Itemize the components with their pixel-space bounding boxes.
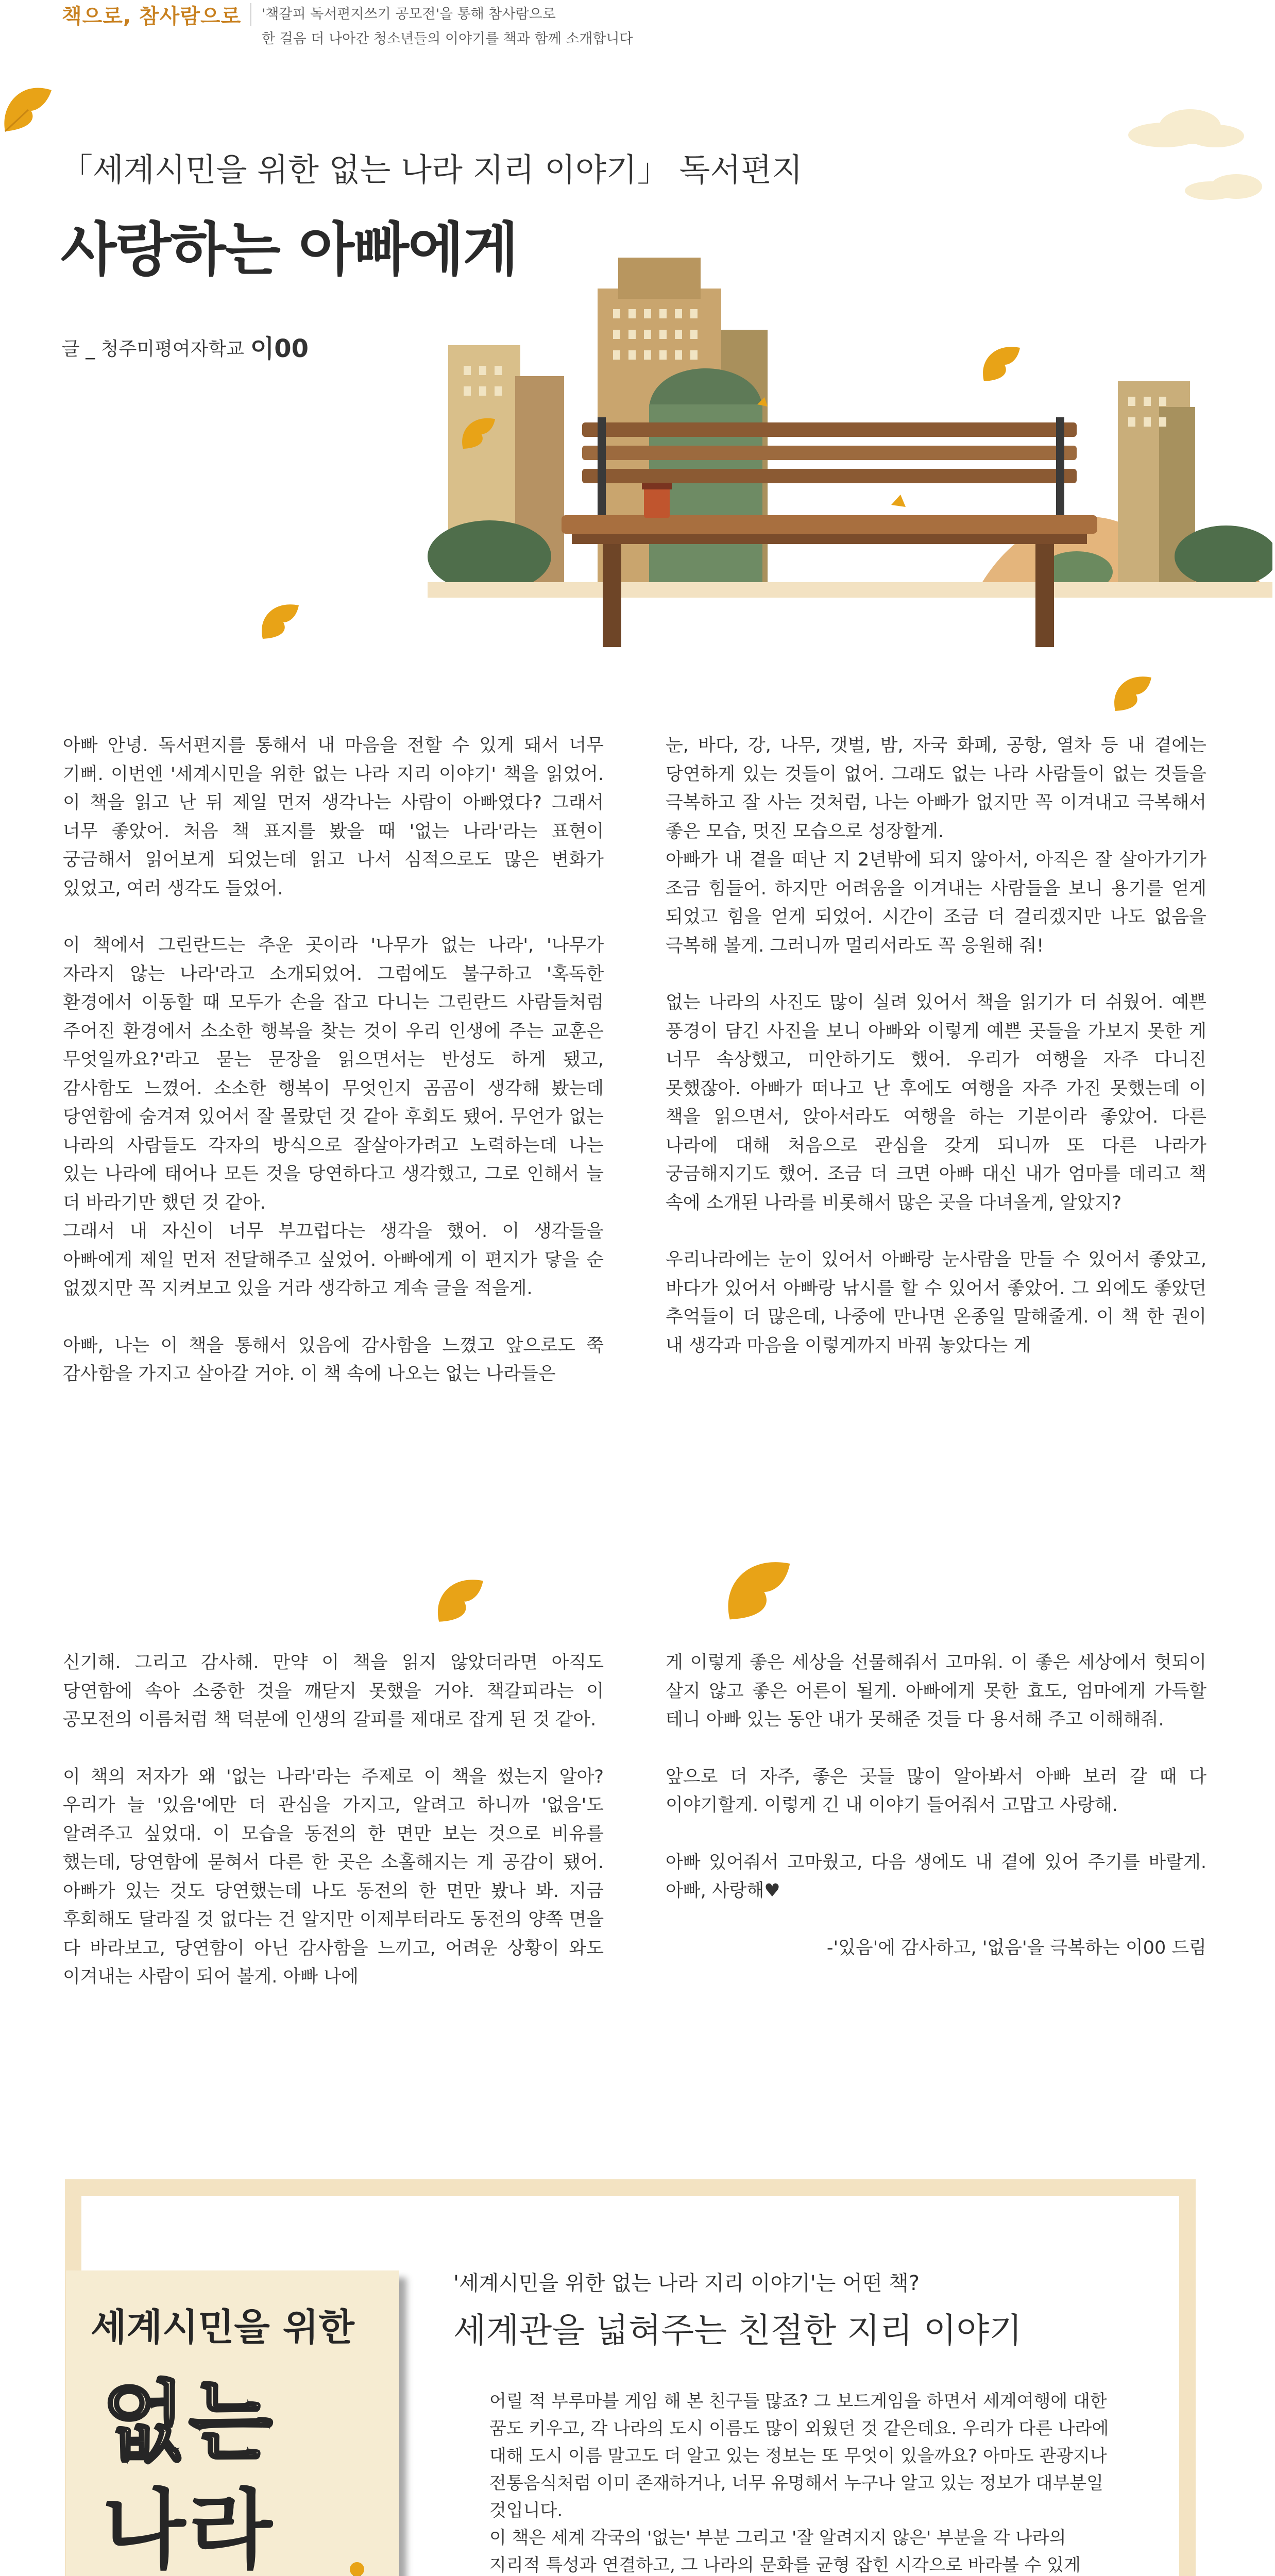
book-cover [66,2270,399,2576]
letter-signoff: -'있음'에 감사하고, '없음'을 극복하는 이00 드림 [826,1937,1206,1958]
header-desc-line2: 한 걸음 더 나아간 청소년들의 이야기를 책과 함께 소개합니다 [262,31,633,47]
letter-paragraph: 아빠 안녕. 독서편지를 통해서 내 마음을 전할 수 있게 돼서 너무 기뻐. 이번엔 '세계시민을 위한 없는 나라 지리 이야기' 책을 읽었어. 이 책을 읽고 난 뒤 제일 먼저 생각나는 사람이 아빠였다? 그래서 너무 좋았어. 처음 책 표지를 봤을 때 '없는 나라'라는 표현이 궁금해서 읽어보게 되었는데 읽고 나서 심적으로도 많은 변화가 있었고, 여러 생각도 들었어. [63,735,604,899]
book-section-title: 세계관을 넓혀주는 친절한 지리 이야기 [453,2311,1023,2350]
letter-subtitle: 「세계시민을 위한 없는 나라 지리 이야기」 독서편지 [61,151,803,189]
letter-column-1-top [63,732,604,1389]
letter-paragraph: 게 이렇게 좋은 세상을 선물해줘서 고마워. 이 좋은 세상에서 헛되이 살지 않고 좋은 어른이 될게. 아빠에게 못한 효도, 엄마에게 가득할 테니 아빠 있는 동안 내가 못해준 것들 다 용서해 주고 이해해줘. [666,1652,1206,1730]
header-desc-line1: '책갈피 독서편지쓰기 공모전'을 통해 참사람으로 [262,6,556,22]
letter-paragraph: 아빠가 내 곁을 떠난 지 2년밖에 되지 않아서, 아직은 잘 살아가기가 조금 힘들어. 하지만 어려움을 이겨내는 사람들을 보니 용기를 얻게 되었고 힘을 얻게 되었어. 시간이 조금 더 걸리겠지만 나도 없음을 극복해 볼게. 그러니까 멀리서라도 꼭 응원해 줘! [666,850,1206,956]
book-description-paragraph: 이 책은 세계 각국의 '없는' 부분 그리고 '잘 알려지지 않은' 부분을 각 나라의 지리적 특성과 연결하고, 그 나라의 문화를 균형 잡힌 시각으로 바라볼 수 있게 [489,2528,1081,2575]
letter-paragraph: 없는 나라의 사진도 많이 실려 있어서 책을 읽기가 더 쉬웠어. 예쁜 풍경이 담긴 사진을 보니 아빠와 이렇게 예쁜 곳들을 가보지 못한 게 너무 속상했고, 미안하기도 했어. 우리가 여행을 자주 다니진 못했잖아. 아빠가 떠나고 난 후에도 여행을 자주 가진 못했는데 이 책을 읽으면서, 앉아서라도 여행을 하는 기분이라 좋았어. 다른 나라에 대해 처음으로 관심을 갖게 되니까 또 다른 나라가 궁금해지기도 했어. 조금 더 크면 아빠 대신 내가 엄마를 데리고 책 속에 소개된 나라를 비롯해서 많은 곳을 다녀올게, 알았지? [666,992,1206,1213]
park-bench-illustration [428,227,1272,680]
book-cover-title-line3: 나라 [102,2480,276,2576]
book-description [489,2388,1118,2576]
book-cover-title-line1: 세계시민을 위한 [91,2306,354,2349]
ginkgo-leaf-icon [721,1551,798,1628]
cloud-icon [1180,170,1267,201]
byline [62,329,309,364]
header-divider [250,3,251,26]
ginkgo-leaf-icon [458,412,500,453]
ginkgo-leaf-icon [258,598,304,644]
letter-paragraph: 그래서 내 자신이 너무 부끄럽다는 생각을 했어. 이 생각들을 아빠에게 제일 먼저 전달해주고 싶었어. 아빠에게 이 편지가 닿을 순 없겠지만 꼭 지켜보고 있을 거라 생각하고 계속 글을 적을게. [63,1221,604,1299]
cloud-icon [1123,103,1247,149]
letter-paragraph: 아빠, 나는 이 책을 통해서 있음에 감사함을 느꼈고 앞으로도 쭉 감사함을 가지고 살아갈 거야. 이 책 속에 나오는 없는 나라들은 [63,1335,604,1384]
section-title: 책으로, 참사람으로 [62,5,242,28]
letter-column-1-bottom [63,1649,604,1992]
letter-paragraph: 우리나라에는 눈이 있어서 아빠랑 눈사람을 만들 수 있어서 좋았고, 바다가 있어서 아빠랑 낚시를 할 수 있어서 좋았어. 그 외에도 좋았던 추억들이 더 많은데, 나중에 만나면 온종일 말해줄게. 이 책 한 권이 내 생각과 마음을 이렇게까지 바꿔 놓았다는 게 [666,1249,1206,1356]
letter-title: 사랑하는 아빠에게 [61,216,518,283]
letter-column-2-bottom [666,1649,1206,1962]
letter-paragraph: 신기해. 그리고 감사해. 만약 이 책을 읽지 않았더라면 아직도 당연함에 속아 소중한 것을 깨닫지 못했을 거야. 책갈피라는 이 공모전의 이름처럼 책 덕분에 인생의 갈피를 제대로 잡게 된 것 같아. [63,1652,604,1730]
byline-school: 글 _ 청주미평여자학교 [62,338,244,360]
ginkgo-leaf-icon [0,80,57,142]
landmark-icon [324,2549,390,2576]
letter-paragraph: 앞으로 더 자주, 좋은 곳들 많이 알아봐서 아빠 보러 갈 때 다 이야기할게. 이렇게 긴 내 이야기 들어줘서 고맙고 사랑해. [666,1766,1206,1816]
letter-column-2-top [666,732,1206,1360]
byline-name: 이00 [250,334,309,363]
ginkgo-leaf-icon [433,1571,489,1628]
letter-paragraph: 눈, 바다, 강, 나무, 갯벌, 밤, 자국 화폐, 공항, 열차 등 내 곁에는 당연하게 있는 것들이 없어. 그래도 없는 나라 사람들이 없는 것들을 극복하고 잘 사는 것처럼, 나는 아빠가 없지만 꼭 이겨내고 극복해서 좋은 모습, 멋진 모습으로 성장할게. [666,735,1206,842]
letter-paragraph: 이 책에서 그린란드는 추운 곳이라 '나무가 없는 나라', '나무가 자라지 않는 나라'라고 소개되었어. 그럼에도 불구하고 '혹독한 환경에서 이동할 때 모두가 손을 잡고 다니는 그린란드 사람들처럼 주어진 환경에서 소소한 행복을 찾는 것이 우리 인생에 주는 교훈은 무엇일까요?'라고 묻는 문장을 읽으면서는 반성도 하게 됐고, 감사함도 느꼈어. 소소한 행복이 무엇인지 곰곰이 생각해 봤는데 당연함에 숨겨져 있어서 잘 몰랐던 것 같아 후회도 됐어. 무언가 없는 나라의 사람들도 각자의 방식으로 잘살아가려고 노력하는데 나는 있는 나라에 태어나 모든 것을 당연하다고 생각했고, 그로 인해서 늘 더 바라기만 했던 것 같아. [63,935,604,1213]
book-description-paragraph: 어릴 적 부루마블 게임 해 본 친구들 많죠? 그 보드게임을 하면서 세계여행에 대한 꿈도 키우고, 각 나라의 도시 이름도 많이 외웠던 것 같은데요. 우리가 다른 나라에 대해 도시 이름 말고도 더 알고 있는 정보는 또 무엇이 있을까요? 아마도 관광지나 전통음식처럼 이미 존재하거나, 너무 유명해서 누구나 알고 있는 정보가 대부분일 것입니다. [489,2391,1109,2521]
letter-paragraph: 이 책의 저자가 왜 '없는 나라'라는 주제로 이 책을 썼는지 알아? 우리가 늘 '있음'에만 더 관심을 가지고, 알려고 하니까 '없음'도 알려주고 싶었대. 이 모습을 동전의 한 면만 보는 것으로 비유를 했는데, 당연함에 묻혀서 다른 한 곳은 소홀해지는 게 공감이 됐어. 아빠가 있는 것도 당연했는데 나도 동전의 한 면만 봤나 봐. 지금 후회해도 달라질 것 없다는 건 알지만 이제부터라도 동전의 양쪽 면을 다 바라보고, 당연함이 아닌 감사함을 느끼고, 어려운 상황이 와도 이겨내는 사람이 되어 볼게. 아빠 나에 [63,1766,604,1987]
letter-paragraph: 아빠 있어줘서 고마웠고, 다음 생에도 내 곁에 있어 주기를 바랄게. 아빠, 사랑해♥ [666,1852,1206,1901]
book-cover-title-line2: 없는 [102,2371,276,2472]
header-description [262,2,828,52]
book-question: '세계시민을 위한 없는 나라 지리 이야기'는 어떤 책? [453,2272,920,2295]
ginkgo-leaf-icon [979,340,1025,386]
ginkgo-leaf-icon [1108,670,1159,716]
